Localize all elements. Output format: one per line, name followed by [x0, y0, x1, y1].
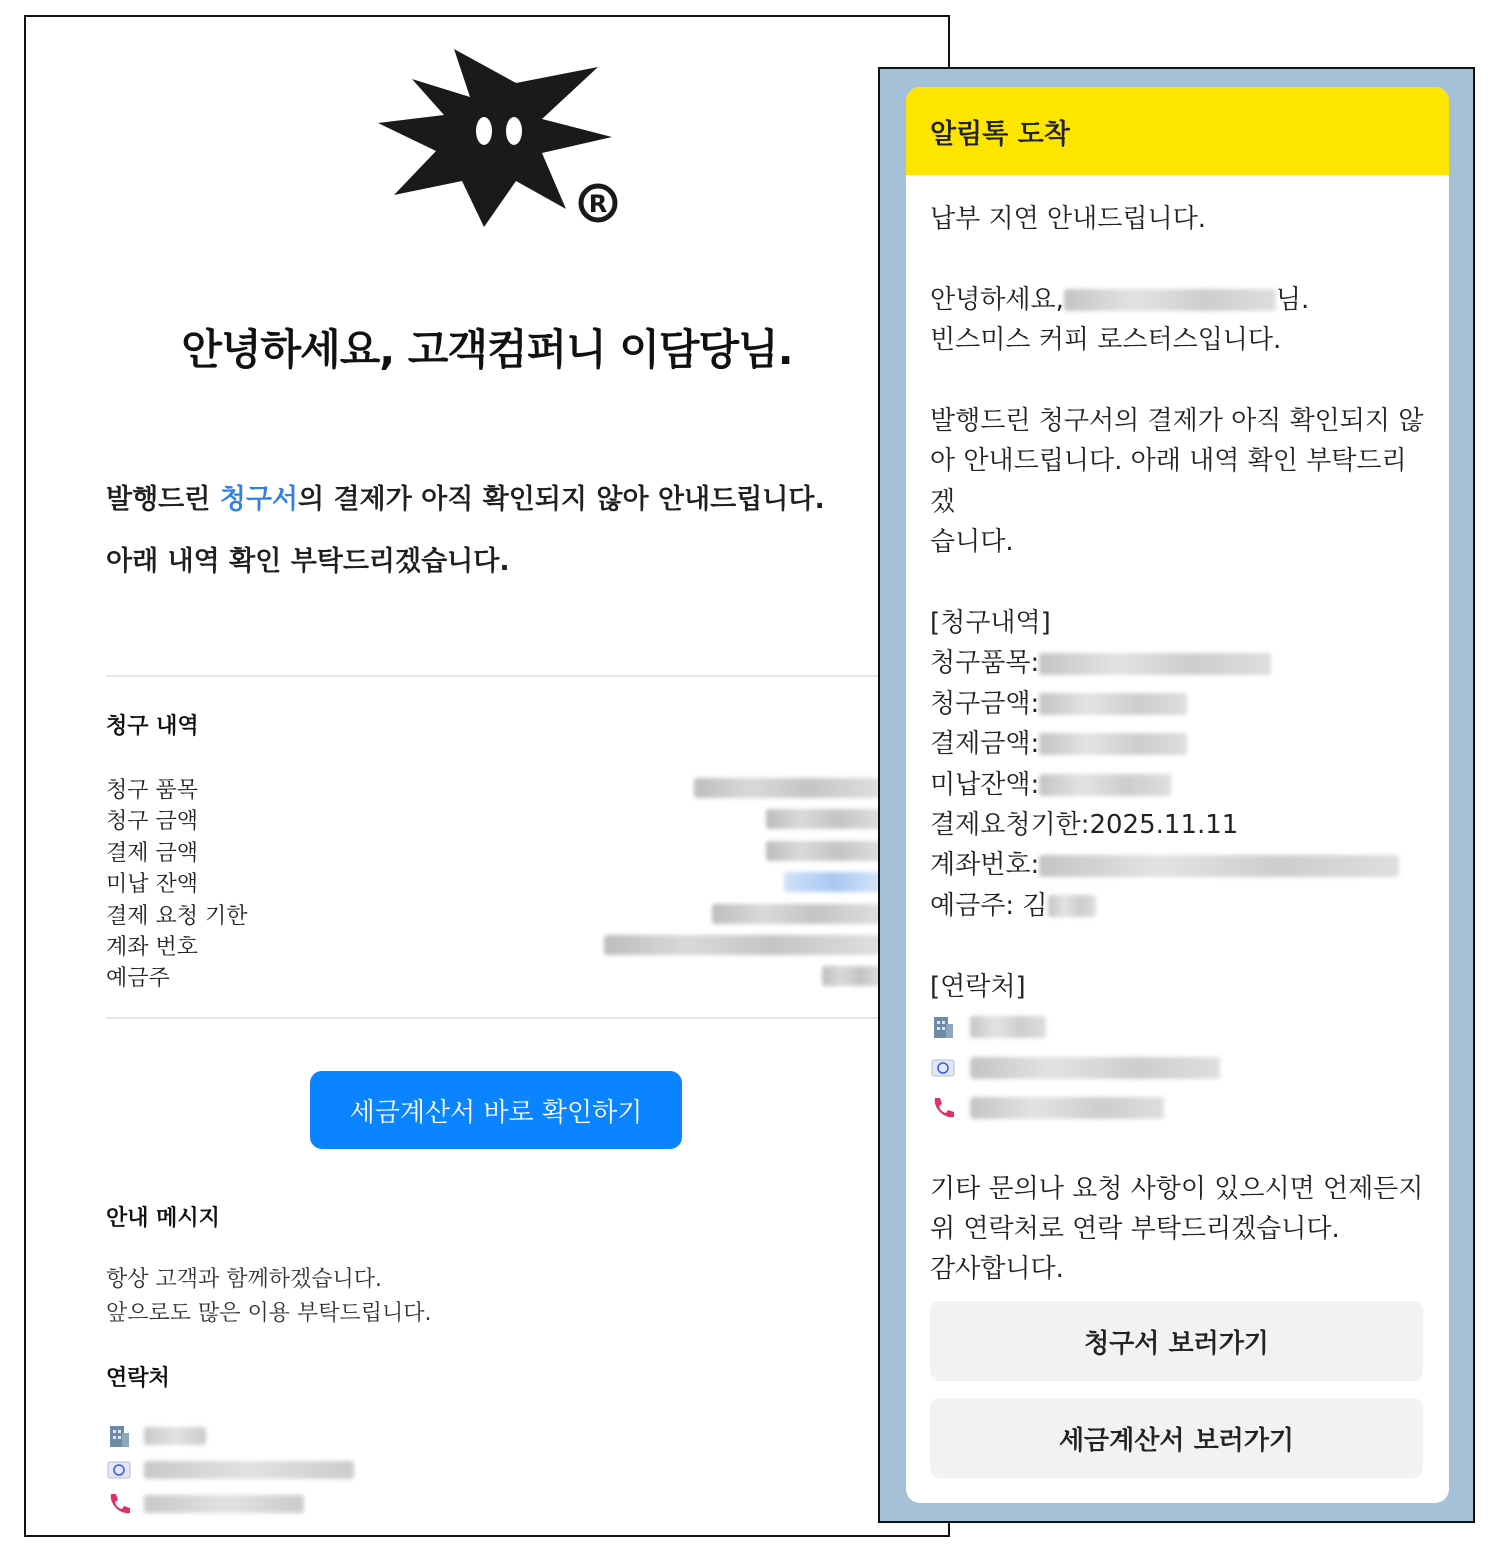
tax-invoice-button[interactable]: 세금계산서 바로 확인하기: [310, 1071, 682, 1149]
billing-row: [106, 773, 886, 804]
redacted-email: [970, 1057, 1220, 1079]
billing-account: 계좌번호:: [930, 845, 1430, 885]
notice-section-title: 안내 메시지: [106, 1206, 220, 1231]
intro-prefix: 발행드린: [106, 484, 220, 515]
redacted-value: [822, 966, 884, 986]
alimtalk-sender: 빈스미스 커피 로스터스입니다.: [930, 325, 1282, 356]
billing-row: [106, 930, 886, 961]
redacted-value: [712, 904, 884, 924]
email-panel: [24, 15, 950, 1537]
billing-row: [106, 961, 886, 992]
billing-row-label: 계좌 번호: [106, 934, 199, 960]
alimtalk-greeting: 안녕하세요, 님.: [930, 284, 1310, 315]
notice-text: [106, 1263, 432, 1331]
redacted-value: [784, 872, 884, 892]
billing-amount: 청구금액:: [930, 684, 1430, 724]
contact-header: [연락처]: [930, 971, 1026, 1002]
intro-line-1: [106, 469, 825, 531]
invoice-link[interactable]: 청구서: [219, 484, 298, 515]
phone-icon: [930, 1095, 956, 1121]
billing-row: [106, 899, 886, 930]
view-invoice-button[interactable]: 청구서 보러가기: [930, 1301, 1423, 1381]
redacted-company: [144, 1427, 206, 1445]
redacted-value: [604, 935, 884, 955]
alimtalk-body-line-3: 습니다.: [930, 527, 1014, 558]
intro-line-2: 아래 내역 확인 부탁드리겠습니다.: [106, 546, 510, 577]
billing-row: [106, 867, 886, 898]
billing-row-label: 결제 금액: [106, 840, 199, 866]
intro-suffix: 의 결제가 아직 확인되지 않아 안내드립니다.: [297, 484, 825, 515]
alimtalk-body: [930, 199, 1430, 1290]
notice-line-1: 항상 고객과 함께하겠습니다.: [106, 1267, 383, 1292]
contact-phone: [106, 1491, 304, 1517]
billing-holder: 예금주: 김: [930, 886, 1430, 926]
alimtalk-body-line-2: 아 안내드립니다. 아래 내역 확인 부탁드리겠: [930, 446, 1407, 517]
billing-row-label: 결제 요청 기한: [106, 903, 248, 929]
redacted-value: [1039, 693, 1187, 715]
contact-phone: [930, 1088, 1430, 1128]
billing-paid: 결제금액:: [930, 724, 1430, 764]
star-mascot-logo: [366, 31, 636, 231]
billing-row: [106, 804, 886, 835]
view-tax-invoice-button[interactable]: 세금계산서 보러가기: [930, 1398, 1423, 1478]
billing-row-label: 예금주: [106, 966, 170, 992]
redacted-company: [970, 1016, 1046, 1038]
contact-email: [930, 1047, 1430, 1087]
redacted-value: [1039, 733, 1187, 755]
due-date-value: 2025.11.11: [1089, 809, 1239, 840]
building-icon: [930, 1014, 956, 1040]
redacted-value: [1039, 774, 1171, 796]
email-greeting: 안녕하세요, 고객컴퍼니 이담당님.: [181, 325, 793, 374]
email-intro: [106, 469, 825, 593]
divider-bottom: [106, 1017, 926, 1019]
contact-email: [106, 1457, 354, 1483]
email-icon: [930, 1055, 956, 1081]
redacted-value: [1039, 653, 1271, 675]
billing-row-label: 미납 잔액: [106, 872, 199, 898]
redacted-value: [694, 778, 884, 798]
alimtalk-body-line-1: 발행드린 청구서의 결제가 아직 확인되지 않: [930, 405, 1424, 436]
closing-line-1: 기타 문의나 요청 사항이 있으시면 언제든지: [930, 1173, 1424, 1204]
email-icon: [106, 1457, 132, 1483]
divider-top: [106, 675, 926, 677]
billing-due-date: 결제요청기한: 2025.11.11: [930, 805, 1430, 845]
contact-section-title: 연락처: [106, 1366, 170, 1391]
billing-header: [청구내역]: [930, 608, 1051, 638]
redacted-phone: [970, 1097, 1164, 1119]
svg-text:R: R: [588, 190, 608, 218]
redacted-value: [1039, 855, 1399, 877]
contact-company: [930, 1007, 1430, 1047]
billing-section-title: 청구 내역: [106, 714, 199, 739]
redacted-customer-name: [1064, 289, 1276, 311]
redacted-phone: [144, 1495, 304, 1513]
billing-row-label: 청구 품목: [106, 778, 199, 803]
alimtalk-title: 납부 지연 안내드립니다.: [930, 204, 1206, 234]
contact-company: [106, 1423, 206, 1449]
billing-item: 청구품목:: [930, 643, 1430, 683]
redacted-value: [766, 809, 884, 829]
alimtalk-card: [906, 87, 1449, 1503]
building-icon: [106, 1423, 132, 1449]
closing-line-2: 위 연락처로 연락 부탁드리겠습니다.: [930, 1213, 1340, 1244]
phone-icon: [106, 1491, 132, 1517]
notice-line-2: 앞으로도 많은 이용 부탁드립니다.: [106, 1301, 432, 1326]
billing-unpaid: 미납잔액:: [930, 765, 1430, 805]
billing-row-label: 청구 금액: [106, 809, 199, 835]
closing-line-3: 감사합니다.: [930, 1254, 1064, 1285]
billing-row: [106, 836, 886, 867]
redacted-email: [144, 1461, 354, 1479]
billing-list: [106, 773, 886, 993]
alimtalk-header: 알림톡 도착: [906, 87, 1449, 175]
alimtalk-panel: [878, 67, 1475, 1523]
redacted-value: [1048, 895, 1096, 917]
redacted-value: [766, 841, 884, 861]
